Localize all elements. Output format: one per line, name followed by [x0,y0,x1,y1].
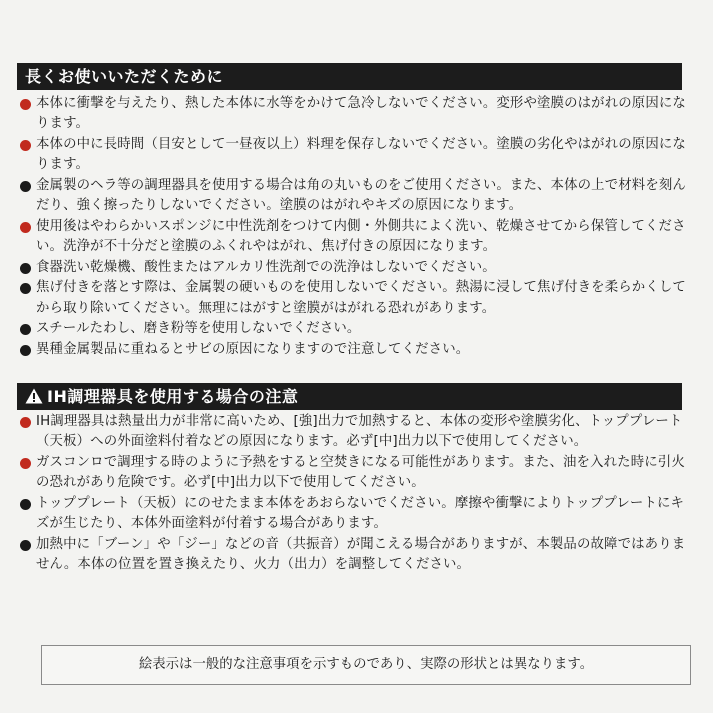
section-title-long-use [17,63,682,90]
red-bullet-icon [20,458,31,469]
red-bullet-icon [20,99,31,110]
red-bullet-icon [20,417,31,428]
footer-note: 絵表示は一般的な注意事項を示すものであり、実際の形状とは異なります。 [138,657,594,672]
list-item [20,217,692,257]
list-item-text: 加熱中に「ブーン」や「ジー」などの音（共振音）が聞こえる場合がありますが、本製品の故障ではありません。本体の位置を置き換えたり、火力（出力）を調整してください。 [36,536,686,572]
list-item-text: 使用後はやわらかいスポンジに中性洗剤をつけて内側・外側共によく洗い、乾燥させてから保管してください。洗浄が不十分だと塗膜のふくれやはがれ、焦げ付きの原因になります。 [36,218,686,254]
list-item-text: 食器洗い乾燥機、酸性またはアルカリ性洗剤での洗浄はしないでください。 [36,259,496,275]
list-item-text: スチールたわし、磨き粉等を使用しないでください。 [36,321,361,337]
list-item [20,135,692,175]
black-bullet-icon [20,181,31,192]
list-item [20,319,692,339]
list-item [20,94,692,134]
list-item [20,535,692,575]
red-bullet-icon [20,222,31,233]
list-item [20,494,692,534]
list-item-text: 本体の中に長時間（目安として一昼夜以上）料理を保存しないでください。塗膜の劣化やはがれの原因になります。 [36,136,686,173]
section-title-text: IH調理器具を使用する場合の注意 [47,387,299,406]
black-bullet-icon [20,345,31,356]
care-instructions-list [20,94,692,361]
list-item [20,176,692,216]
black-bullet-icon [20,283,31,294]
list-item [20,412,692,452]
ih-caution-list [20,412,692,576]
black-bullet-icon [20,540,31,551]
black-bullet-icon [20,263,31,274]
list-item-text: 異種金属製品に重ねるとサビの原因になりますので注意してください。 [36,341,470,357]
red-bullet-icon [20,140,31,151]
list-item [20,453,692,493]
list-item-text: ガスコンロで調理する時のように予熱をすると空焚きになる可能性があります。また、油を入れた時に引火の恐れがあり危険です。必ず[中]出力以下で使用してください。 [36,454,685,491]
list-item [20,258,692,278]
list-item-text: 金属製のヘラ等の調理器具を使用する場合は角の丸いものをご使用ください。また、本体の上で材料を刻んだり、強く擦ったりしないでください。塗膜のはがれやキズの原因になります。 [36,177,686,214]
black-bullet-icon [20,324,31,335]
section-title-ih-caution [17,383,682,410]
list-item-text: トッププレート（天板）にのせたまま本体をあおらないでください。摩擦や衝撃によりトッププレートにキズが生じたり、本体外面塗料が付着する場合があります。 [36,495,685,532]
list-item-text: 焦げ付きを落とす際は、金属製の硬いものを使用しないでください。熱湯に浸して焦げ付きを柔らかくしてから取り除いてください。無理にはがすと塗膜がはがれる恐れがあります。 [36,280,686,316]
footer-note-box [41,645,691,685]
warning-triangle-icon [25,388,43,404]
list-item [20,278,692,318]
list-item-text: IH調理器具は熱量出力が非常に高いため、[強]出力で加熱すると、本体の変形や塗膜劣化、トッププレート（天板）への外面塗料付着などの原因になります。必ず[中]出力以下で使用してください。 [36,414,683,450]
list-item [20,340,692,360]
list-item-text: 本体に衝撃を与えたり、熱した本体に水等をかけて急冷しないでください。変形や塗膜のはがれの原因になります。 [36,96,686,132]
section-title-text: 長くお使いいただくために [25,67,224,86]
black-bullet-icon [20,499,31,510]
